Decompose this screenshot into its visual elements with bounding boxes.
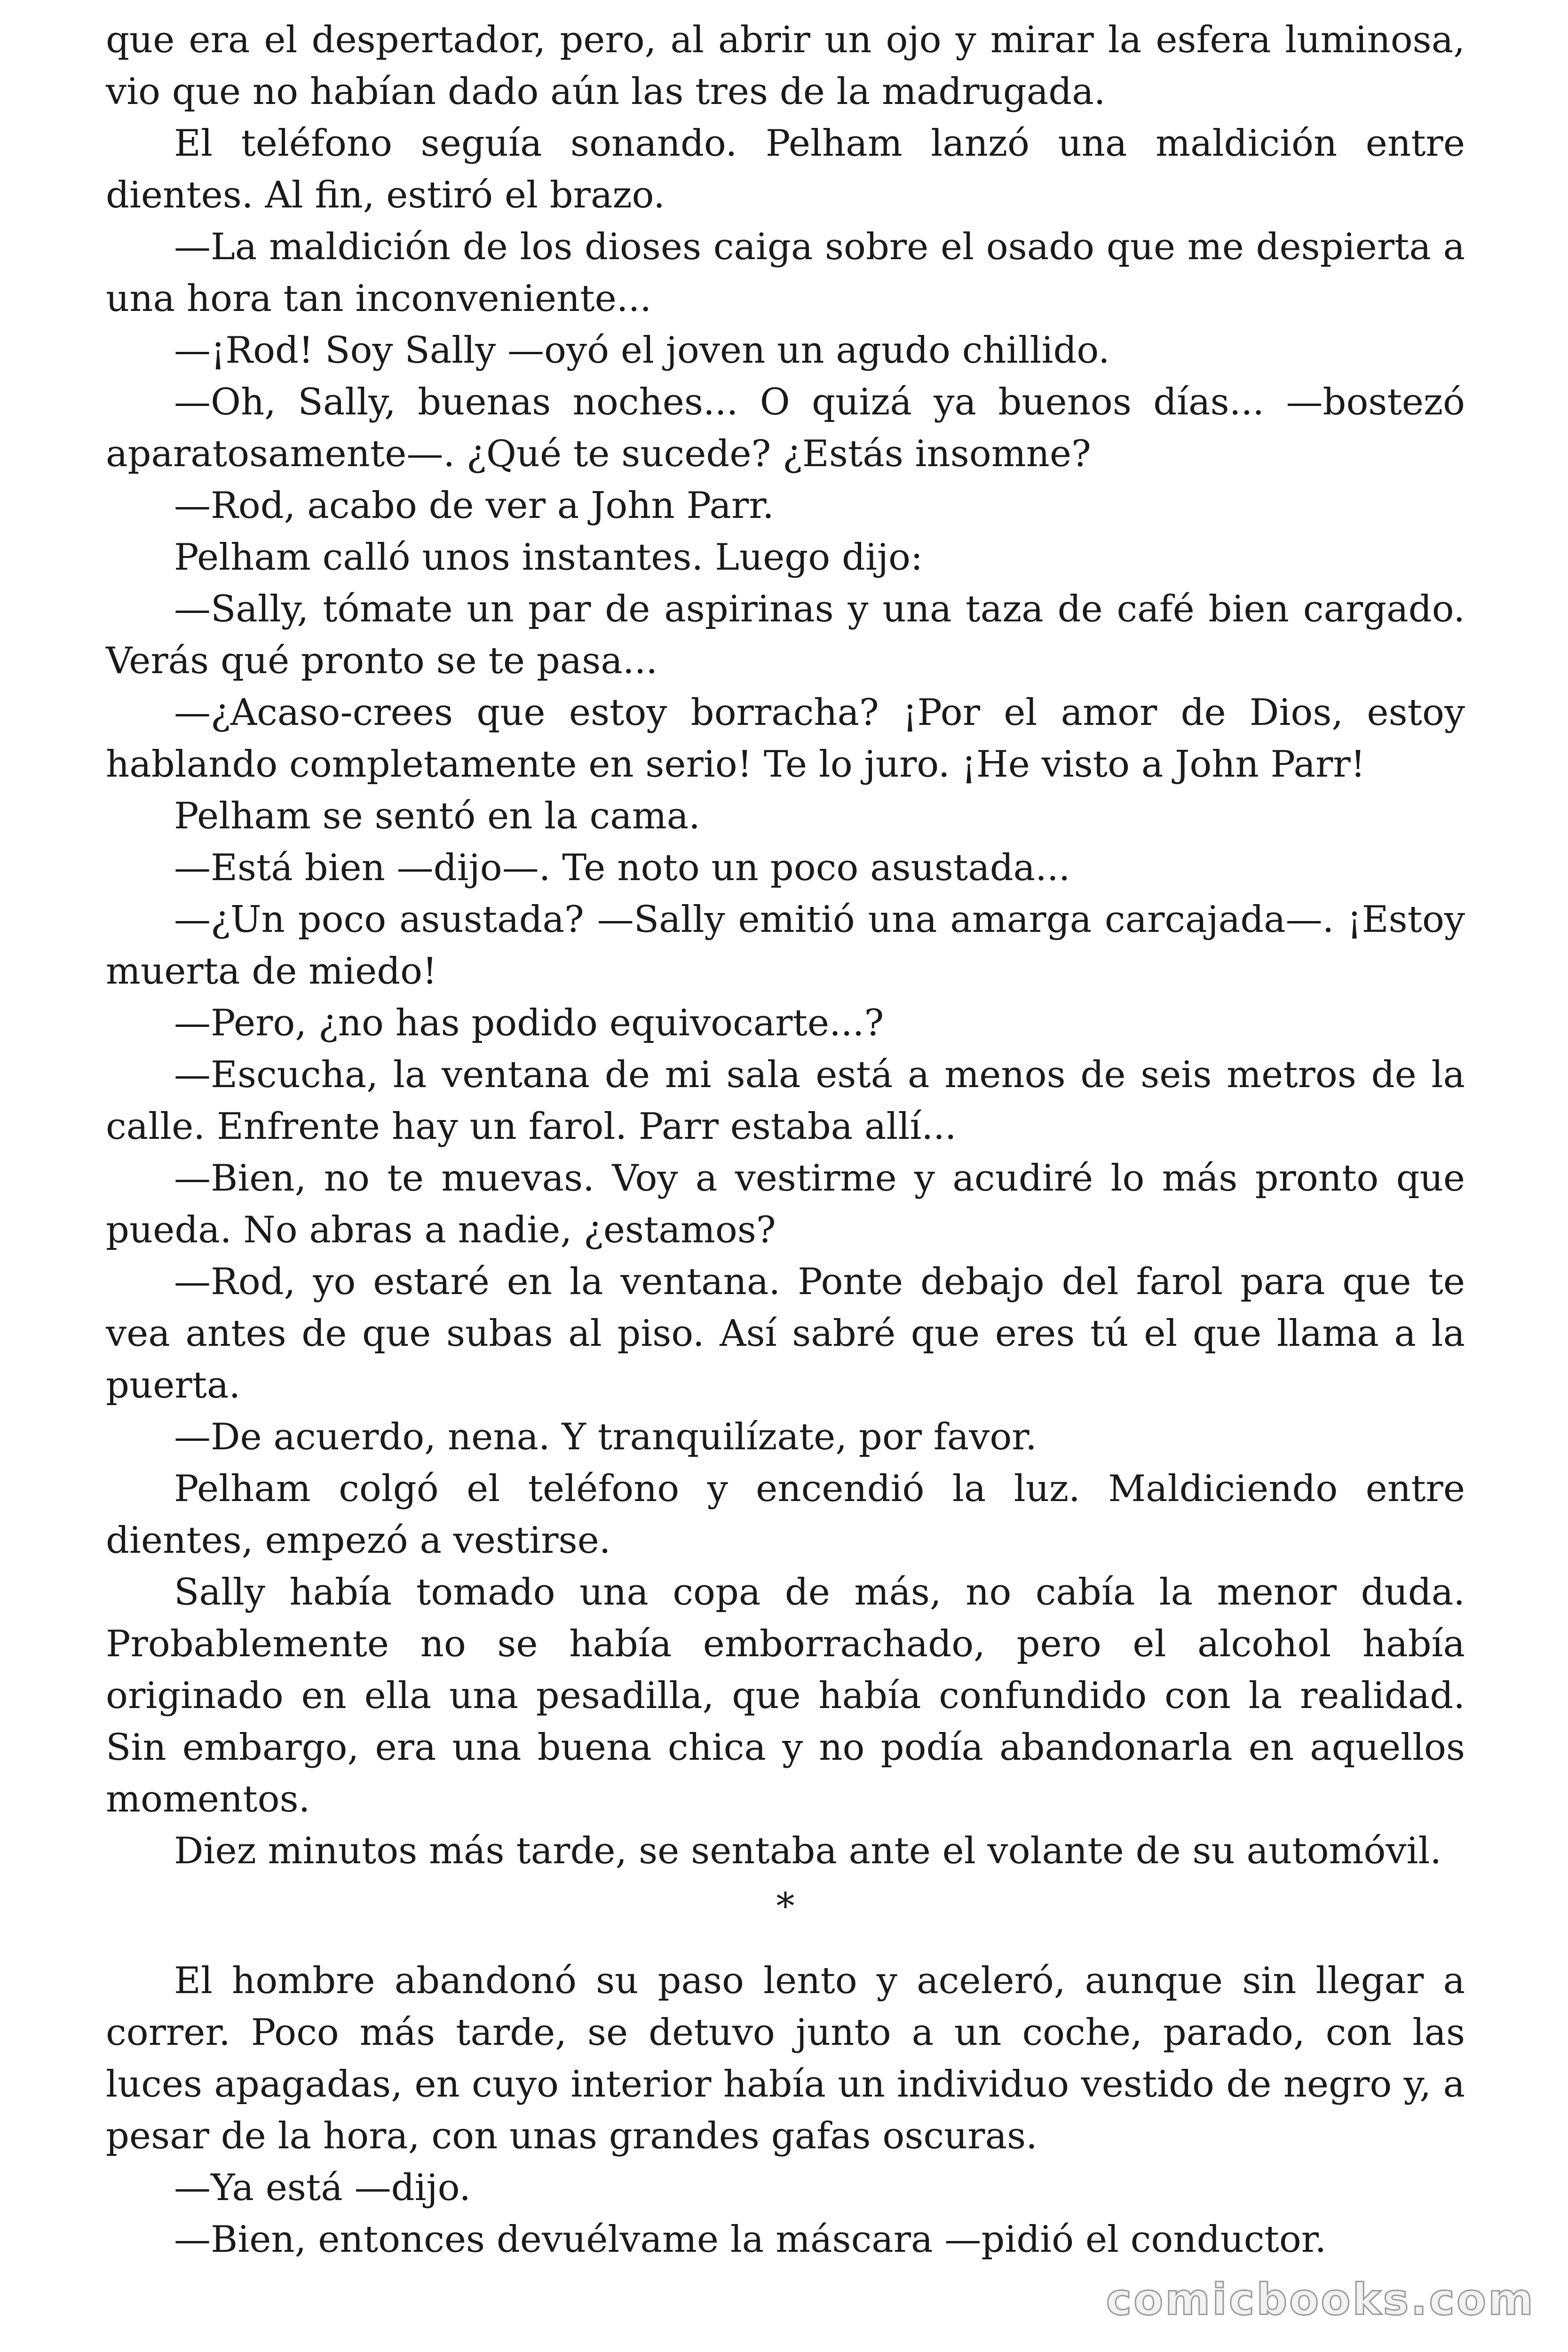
paragraph: —Pero, ¿no has podido equivocarte...?: [174, 1002, 884, 1044]
paragraph: Diez minutos más tarde, se sentaba ante el volante de su automóvil.: [174, 1830, 1442, 1872]
paragraph: que era el despertador, pero, al abrir un ojo y mirar la esfera luminosa, vio que no habían dado aún las tres de la madrugada.: [106, 19, 1465, 113]
paragraph: —¡Rod! Soy Sally —oyó el joven un agudo chillido.: [174, 329, 1110, 372]
paragraph: El hombre abandonó su paso lento y aceleró, aunque sin llegar a correr. Poco más tarde, se detuvo junto a un coche, parado, con las luces apagadas, en cuyo interior había un individuo vestido de negro y, a pesar de la hora, con unas grandes gafas oscuras.: [106, 1960, 1465, 2157]
paragraph: —Está bien —dijo—. Te noto un poco asustada...: [174, 847, 1070, 889]
paragraph: —Bien, entonces devuélvame la máscara —pidió el conductor.: [174, 2218, 1327, 2261]
paragraph: —De acuerdo, nena. Y tranquilízate, por favor.: [174, 1416, 1037, 1458]
paragraph: —La maldición de los dioses caiga sobre el osado que me despierta a una hora tan inconveniente...: [106, 226, 1465, 320]
paragraph: —¿Acaso-crees que estoy borracha? ¡Por el amor de Dios, estoy hablando completamente en serio! Te lo juro. ¡He visto a John Parr!: [106, 691, 1465, 786]
paragraph: Sally había tomado una copa de más, no cabía la menor duda. Probablemente no se había emborrachado, pero el alcohol había originado en ella una pesadilla, que había confundido con la realidad. Sin embargo, era una buena chica y no podía abandonarla en aquellos momentos.: [106, 1571, 1465, 1820]
paragraph: —Sally, tómate un par de aspirinas y una taza de café bien cargado. Verás qué pronto se te pasa...: [106, 588, 1465, 682]
paragraph: —Bien, no te muevas. Voy a vestirme y acudiré lo más pronto que pueda. No abras a nadie, ¿estamos?: [106, 1157, 1465, 1251]
paragraph: Pelham colgó el teléfono y encendió la luz. Maldiciendo entre dientes, empezó a vestirse.: [106, 1468, 1465, 1562]
paragraph: —¿Un poco asustada? —Sally emitió una amarga carcajada—. ¡Estoy muerta de miedo!: [106, 898, 1465, 993]
paragraph: —Rod, yo estaré en la ventana. Ponte debajo del farol para que te vea antes de que subas al piso. Así sabré que eres tú el que llama a la puerta.: [106, 1261, 1465, 1406]
separator-spacer: [106, 1932, 1465, 1955]
paragraph: —Oh, Sally, buenas noches... O quizá ya buenos días... —bostezó aparatosamente—. ¿Qué te sucede? ¿Estás insomne?: [106, 381, 1465, 475]
paragraph: Pelham calló unos instantes. Luego dijo:: [174, 536, 923, 579]
paragraph: —Ya está —dijo.: [174, 2167, 471, 2209]
book-page: [106, 14, 1465, 2265]
paragraph: Pelham se sentó en la cama.: [174, 795, 700, 837]
watermark: comicbooks.com: [1106, 2274, 1535, 2325]
paragraph: —Escucha, la ventana de mi sala está a menos de seis metros de la calle. Enfrente hay un farol. Parr estaba allí...: [106, 1054, 1465, 1148]
paragraph: —Rod, acabo de ver a John Parr.: [174, 485, 774, 527]
paragraph: El teléfono seguía sonando. Pelham lanzó una maldición entre dientes. Al fin, estiró el brazo.: [106, 122, 1465, 216]
scene-separator: *: [776, 1885, 795, 1928]
